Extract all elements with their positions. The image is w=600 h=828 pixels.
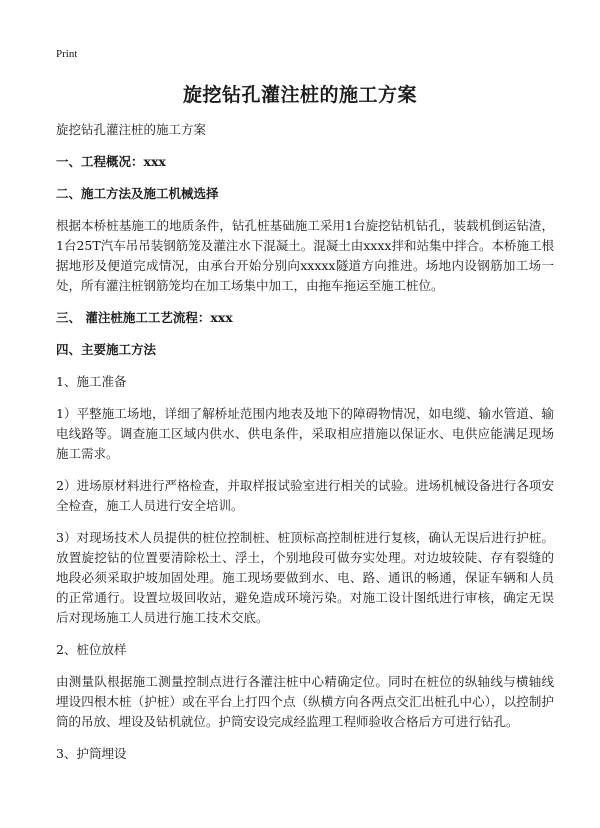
paragraph-pile-verification: 3）对现场技术人员提供的桩位控制桩、桩顶标高控制桩进行复核，确认无误后进行护桩。放置旋挖钻的位置要清除松土、浮土，个别地段可做夯实处理。对边坡较陡、存有裂缝的地段必须采取护坡加固处理。施工现场要做到水、电、路、通讯的畅通，保证车辆和人员的正常通行。设置垃圾回收站，避免造成环境污染。对施工设计图纸进行审核，确定无误后对现场施工人员进行施工技术交底。 <box>56 530 554 625</box>
section-heading-1: 一、工程概况：xxx <box>56 154 166 169</box>
section-heading-4: 四、主要施工方法 <box>56 342 157 357</box>
document-body <box>56 120 554 776</box>
paragraph-construction-method: 根据本桥桩基施工的地质条件，钻孔桩基础施工采用1台旋挖钻机钻孔，装载机倒运钻渣，1台25T汽车吊吊装钢筋笼及灌注水下混凝土。混凝土由xxxx拌和站集中拌合。本桥施工根据地形及便道完成情况，由承台开始分别向xxxxx隧道方向推进。场地内设钢筋加工场一处，所有灌注桩钢筋笼均在加工场集中加工，由拖车拖运至施工桩位。 <box>56 218 554 293</box>
paragraph-site-leveling: 1）平整施工场地，详细了解桥址范围内地表及地下的障碍物情况，如电缆、输水管道、输电线路等。调查施工区域内供水、供电条件，采取相应措施以保证水、电供应能满足现场施工需求。 <box>56 406 554 461</box>
page-title: 旋挖钻孔灌注桩的施工方案 <box>182 84 417 106</box>
paragraph-pile-layout: 由测量队根据施工测量控制点进行各灌注桩中心精确定位。同时在桩位的纵轴线与横轴线埋设四根木桩（护桩）或在平台上打四个点（纵横方向各两点交汇出桩孔中心），以控制护筒的吊放、埋设及钻机就位。护筒安设完成经监理工程师验收合格后方可进行钻孔。 <box>56 674 554 729</box>
paragraph-material-inspection: 2）进场原材料进行严格检查，并取样报试验室进行相关的试验。进场机械设备进行各项安全检查，施工人员进行安全培训。 <box>56 478 554 513</box>
subsection-heading-2: 2、桩位放样 <box>56 642 127 657</box>
subsection-heading-1: 1、施工准备 <box>56 374 127 389</box>
print-label: Print <box>56 48 78 60</box>
section-heading-2: 二、施工方法及施工机械选择 <box>56 186 219 201</box>
subsection-heading-3: 3、护筒埋设 <box>56 746 127 761</box>
document-subtitle: 旋挖钻孔灌注桩的施工方案 <box>56 122 207 137</box>
section-heading-3: 三、 灌注桩施工工艺流程：xxx <box>56 310 233 325</box>
